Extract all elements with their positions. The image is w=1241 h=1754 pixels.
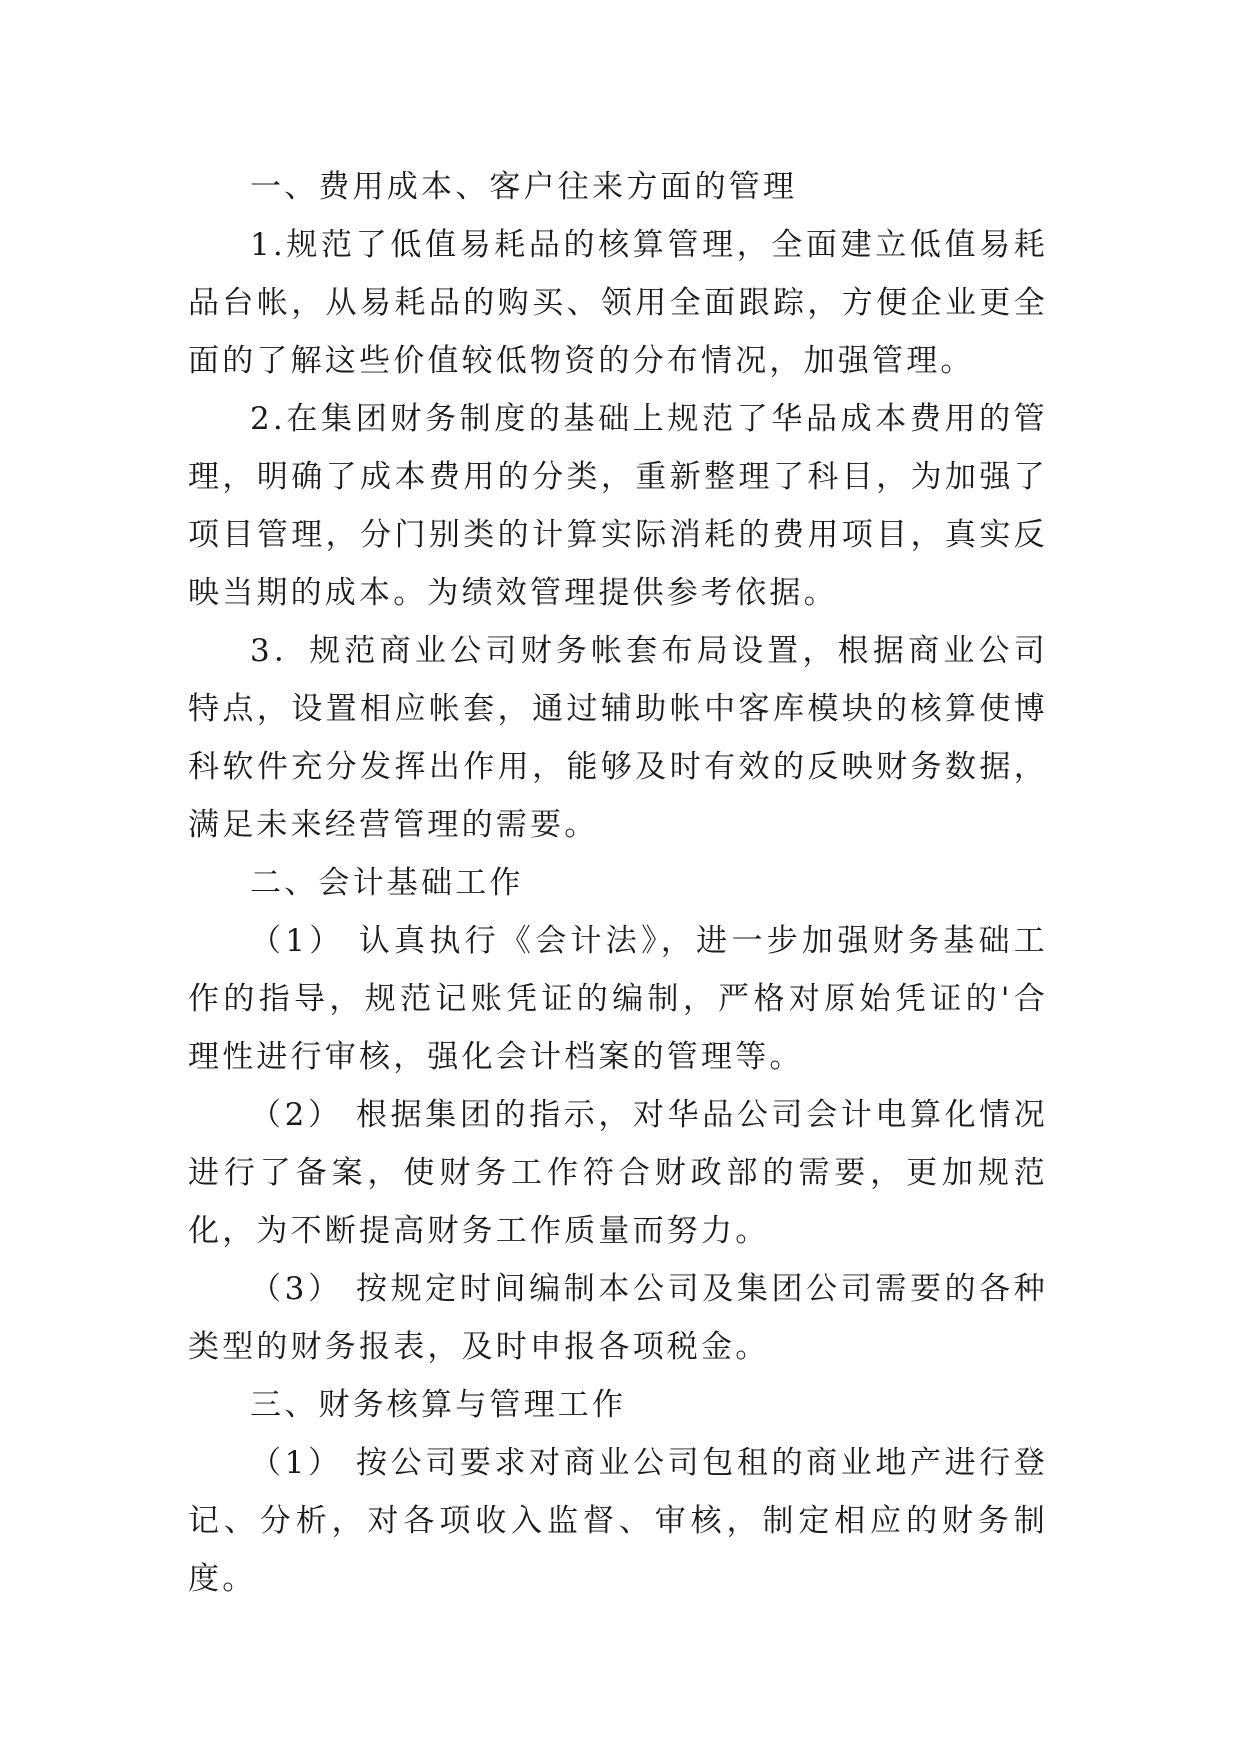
paragraph-2-1: （1） 认真执行《会计法》，进一步加强财务基础工作的指导，规范记账凭证的编制，严格对原始凭证的'合理性进行审核，强化会计档案的管理等。 [188,923,1048,1075]
section-heading-2: 二、会计基础工作 [250,865,524,901]
paragraph-1-3: 3．规范商业公司财务帐套布局设置，根据商业公司特点，设置相应帐套，通过辅助帐中客库模块的核算使博科软件充分发挥出作用，能够及时有效的反映财务数据，满足未来经营管理的需要。 [188,633,1048,843]
section-heading-3: 三、财务核算与管理工作 [250,1387,627,1423]
paragraph-2-2: （2） 根据集团的指示，对华品公司会计电算化情况进行了备案，使财务工作符合财政部的需要，更加规范化，为不断提高财务工作质量而努力。 [188,1097,1048,1249]
section-heading-1: 一、费用成本、客户往来方面的管理 [250,169,798,205]
document-body [188,158,1048,1608]
paragraph-1-1: 1.规范了低值易耗品的核算管理，全面建立低值易耗品台帐，从易耗品的购买、领用全面跟踪，方便企业更全面的了解这些价值较低物资的分布情况，加强管理。 [188,227,1048,379]
paragraph-1-2: 2.在集团财务制度的基础上规范了华品成本费用的管理，明确了成本费用的分类，重新整理了科目，为加强了项目管理，分门别类的计算实际消耗的费用项目，真实反映当期的成本。为绩效管理提供参考依据。 [188,401,1048,611]
paragraph-3-1: （1） 按公司要求对商业公司包租的商业地产进行登记、分析，对各项收入监督、审核，制定相应的财务制度。 [188,1445,1048,1597]
paragraph-2-3: （3） 按规定时间编制本公司及集团公司需要的各种类型的财务报表，及时申报各项税金。 [188,1271,1048,1365]
